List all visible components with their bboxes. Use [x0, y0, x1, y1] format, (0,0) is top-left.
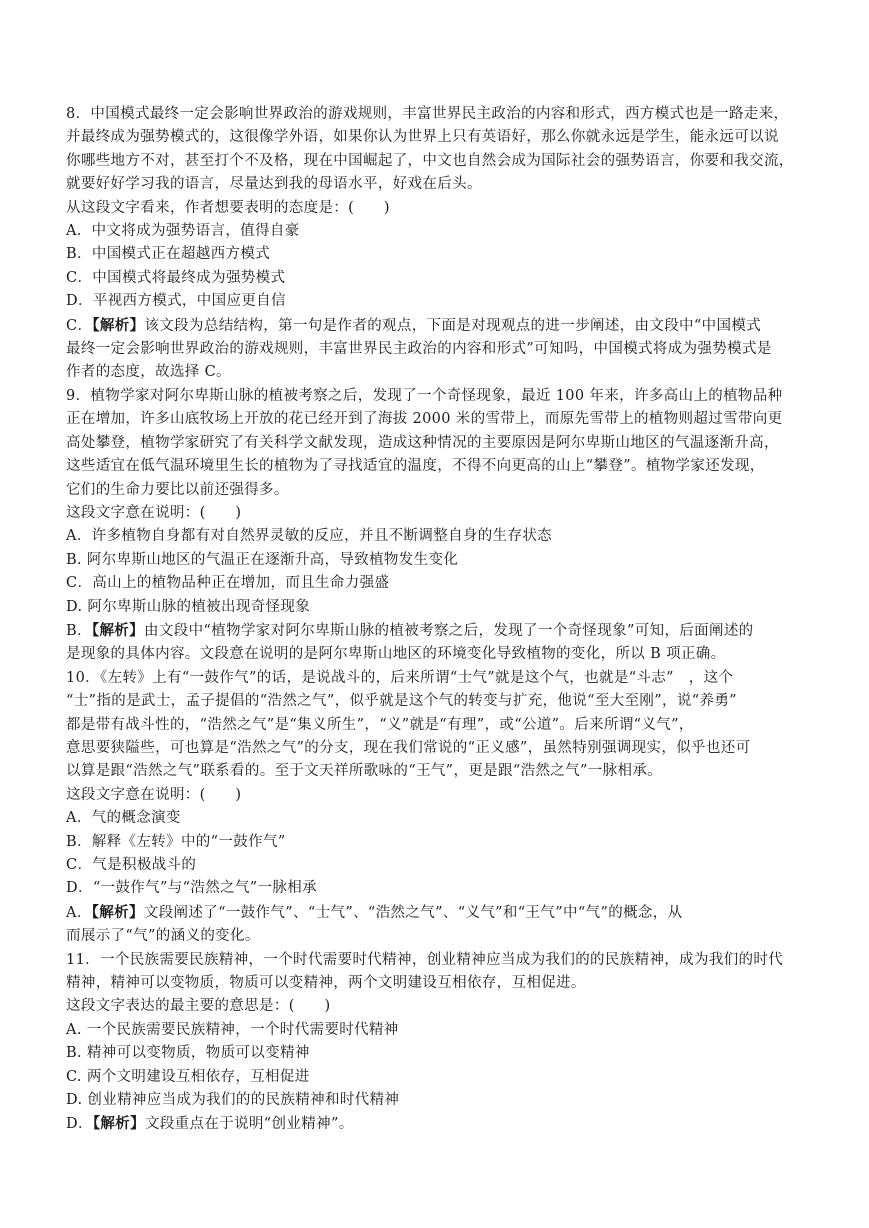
option-d: D．平视西方模式，中国应更自信 — [66, 293, 286, 310]
analysis-tag: 【解析】 — [91, 903, 144, 921]
answer-letter: A． — [66, 904, 92, 921]
option-c: C．中国模式将最终成为强势模式 — [66, 269, 286, 286]
answer-letter: B． — [66, 622, 92, 639]
analysis-line — [66, 314, 806, 338]
question-stem-line: 你哪些地方不对，甚至打个不及格，现在中国崛起了，中文也自然会成为国际社会的强势语言，你要和我交流， — [66, 152, 794, 169]
analysis-text: 该文段为总结结构，第一句是作者的观点，下面是对现观点的进一步阐述，由文段中“中国模式 — [144, 317, 762, 334]
option-c: C．气是积极战斗的 — [66, 857, 197, 873]
question-stem-line: 意思要狭隘些，可也算是“浩然之气”的分支，现在我们常说的“正义感”，虽然特别强调现实，似乎也还可 — [66, 739, 751, 756]
analysis-text: 文段重点在于说明“创业精神”。 — [144, 1116, 354, 1133]
analysis-line: 最终一定会影响世界政治的游戏规则，丰富世界民主政治的内容和形式”可知吗，中国模式将成为强势模式是 — [66, 341, 772, 358]
analysis-tag: 【解析】 — [92, 1115, 145, 1133]
option-b: B. 精神可以变物质，物质可以变精神 — [66, 1045, 310, 1062]
option-d: D. 阿尔卑斯山脉的植被出现奇怪现象 — [66, 598, 311, 615]
option-a: A．中文将成为强势语言，值得自豪 — [66, 223, 300, 240]
analysis-line — [66, 901, 806, 925]
question-stem-line: 这些适宜在低气温环境里生长的植物为了寻找适宜的温度，不得不向更高的山上“攀登”。植物学家还发现， — [66, 458, 765, 475]
answer-letter: C． — [66, 317, 93, 334]
question-stem-line: 都是带有战斗性的，“浩然之气”是“集义所生”，“义”就是“有理”，或“公道”。后来所谓“义气”， — [66, 716, 694, 733]
option-a: A．气的概念演变 — [66, 810, 181, 827]
question-stem-line: “士”指的是武士，孟子提倡的“浩然之气”，似乎就是这个气的转变与扩充，他说“至大至刚”，说“养勇” — [66, 693, 737, 710]
question-8 — [66, 103, 806, 385]
option-b: B. 阿尔卑斯山地区的气温正在逐渐升高，导致植物发生变化 — [66, 551, 459, 568]
option-c: C. 两个文明建设互相依存，互相促进 — [66, 1068, 310, 1085]
option-d: D．“一鼓作气”与“浩然之气”一脉相承 — [66, 880, 317, 897]
analysis-tag: 【解析】 — [91, 621, 145, 639]
question-stem-line: 就要好好学习我的语言，尽量达到我的母语水平，好戏在后头。 — [66, 176, 482, 193]
option-a: A．许多植物自身都有对自然界灵敏的反应，并且不断调整自身的生存状态 — [66, 528, 553, 545]
question-stem-line: 高处攀登，植物学家研究了有关科学文献发现，造成这种情况的主要原因是阿尔卑斯山地区的气温逐渐升高， — [66, 434, 779, 451]
question-9 — [66, 385, 806, 667]
analysis-text: 由文段中“植物学家对阿尔卑斯山脉的植被考察之后，发现了一个奇怪现象”可知，后面阐述的 — [144, 622, 754, 639]
question-stem-line: 8．中国模式最终一定会影响世界政治的游戏规则，丰富世界民主政治的内容和形式，西方模式也是一路走来， — [66, 106, 789, 122]
analysis-line: 是现象的具体内容。文段意在说明的是阿尔卑斯山地区的环境变化导致植物的变化，所以 B 项正确。 — [66, 646, 726, 663]
analysis-line: 作者的态度，故选择 C。 — [66, 364, 231, 381]
question-stem-line: 以算是跟“浩然之气”联系看的。至于文天祥所歌咏的“王气”，更是跟“浩然之气”一脉相承。 — [66, 763, 663, 780]
analysis-line — [66, 1112, 806, 1136]
question-stem-line: 10．《左转》上有“一鼓作气”的话，是说战斗的，后来所谓“士气”就是这个气，也就是“斗志” ，这个 — [66, 669, 734, 686]
question-stem-line: 11．一个民族需要民族精神，一个时代需要时代精神，创业精神应当成为我们的的民族精神，成为我们的时代 — [66, 951, 784, 968]
analysis-line: 而展示了“气”的涵义的变化。 — [66, 928, 260, 945]
analysis-text: 文段阐述了“一鼓作气”、“士气”、“浩然之气”、“义气”和“王气”中“气”的概念，从 — [143, 904, 683, 921]
option-d: D. 创业精神应当成为我们的的民族精神和时代精神 — [66, 1092, 400, 1109]
question-stem-line: 并最终成为强势模式的，这很像学外语，如果你认为世界上只有英语好，那么你就永远是学生，能永远可以说 — [66, 129, 779, 146]
answer-letter: D． — [66, 1116, 93, 1133]
option-c: C．高山上的植物品种正在增加，而且生命力强盛 — [66, 575, 390, 592]
document-page — [66, 103, 806, 1137]
analysis-line — [66, 619, 806, 643]
analysis-tag: 【解析】 — [92, 316, 145, 334]
question-stem-line: 正在增加，许多山底牧场上开放的花已经开到了海拔 2000 米的雪带上，而原先雪带上的植物则超过雪带向更 — [66, 411, 783, 428]
option-b: B．中国模式正在超越西方模式 — [66, 246, 271, 263]
option-b: B．解释《左转》中的“一鼓作气” — [66, 833, 286, 850]
question-stem-line: 精神，精神可以变物质，物质可以变精神，两个文明建设互相依存，互相促进。 — [66, 975, 586, 992]
option-a: A. 一个民族需要民族精神，一个时代需要时代精神 — [66, 1021, 399, 1038]
question-11 — [66, 949, 806, 1137]
question-stem-line: 它们的生命力要比以前还强得多。 — [66, 481, 289, 498]
question-stem-line: 9．植物学家对阿尔卑斯山脉的植被考察之后，发现了一个奇怪现象，最近 100 年来，许多高山上的植物品种 — [66, 387, 783, 404]
question-prompt: 这段文字意在说明：( ) — [66, 786, 242, 803]
question-prompt: 这段文字意在说明：( ) — [66, 504, 242, 521]
question-10 — [66, 667, 806, 949]
question-prompt: 这段文字表达的最主要的意思是：( ) — [66, 998, 331, 1015]
question-prompt: 从这段文字看来，作者想要表明的态度是：( ) — [66, 199, 390, 216]
